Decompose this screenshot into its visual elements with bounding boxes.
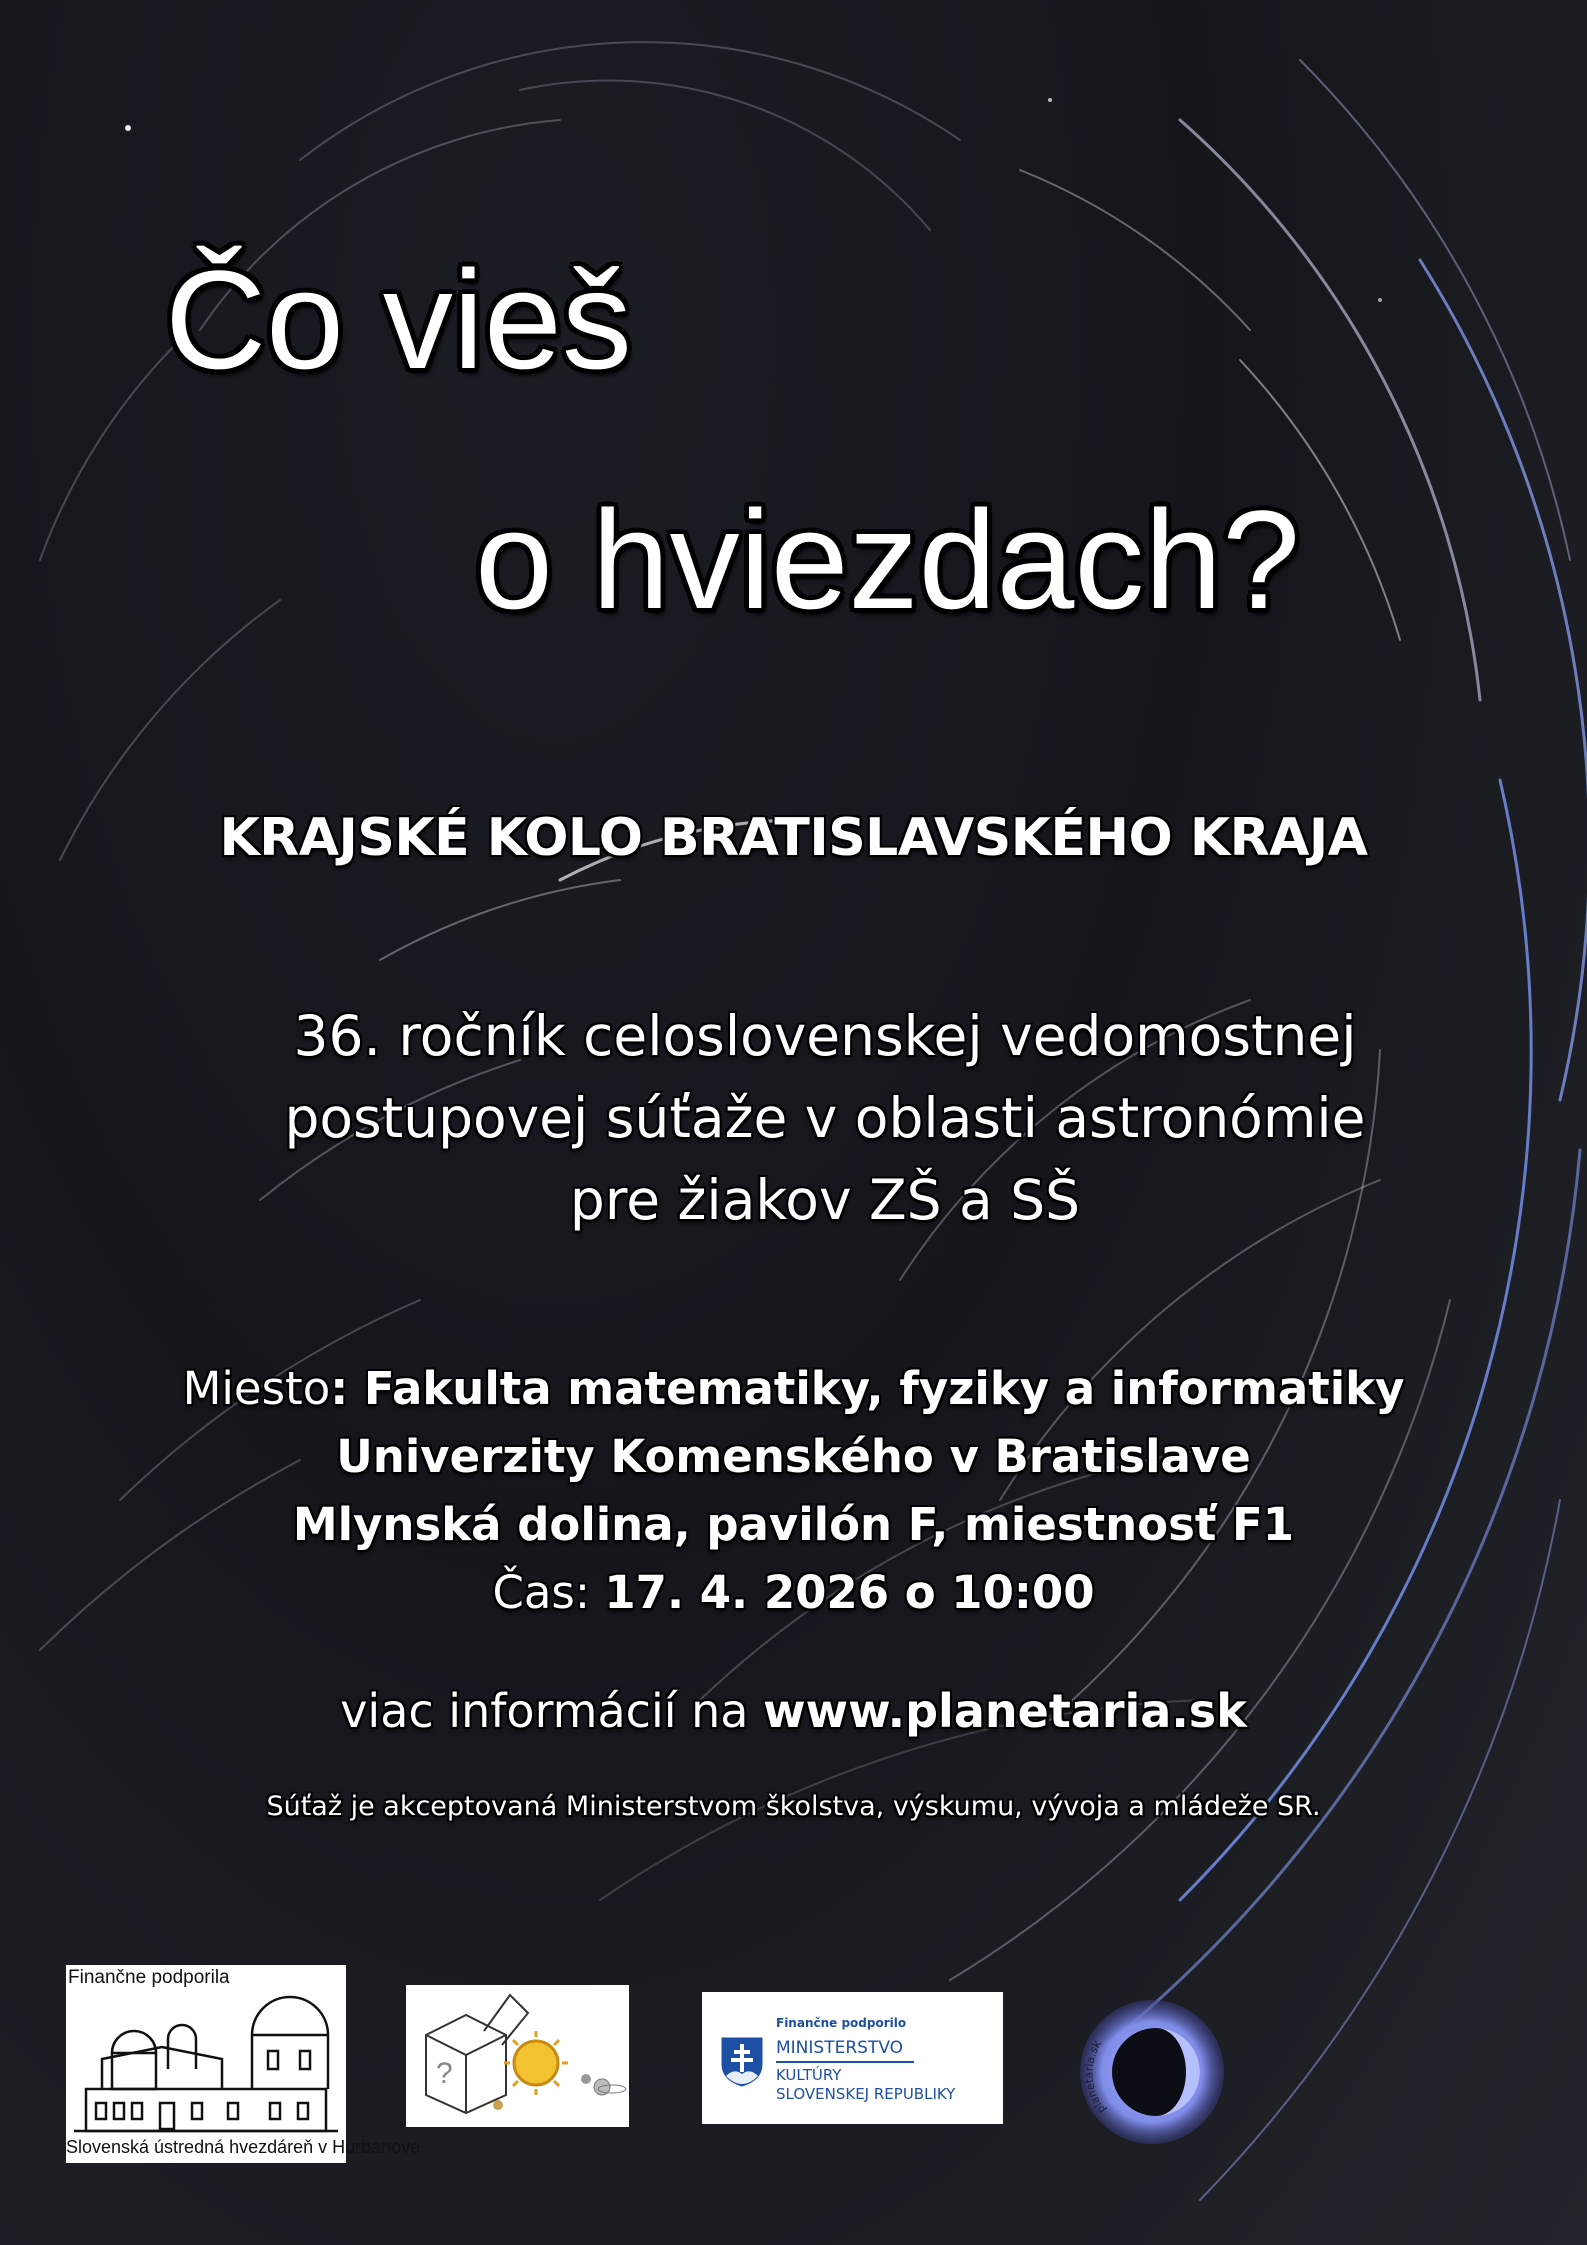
accreditation-note: Súťaž je akceptovaná Ministerstvom školstva, výskumu, vývoja a mládeže SR. <box>266 1791 1321 1822</box>
more-info-text: viac informácií na <box>340 1684 749 1738</box>
venue-university: Univerzity Komenského v Bratislave <box>336 1430 1251 1483</box>
description-line: postupovej súťaže v oblasti astronómie <box>284 1086 1366 1150</box>
poster-title-line1: Čo vieš <box>165 241 632 398</box>
planetaria-logo-text: planetaria.sk <box>1082 2038 1109 2117</box>
observatory-logo <box>66 1965 421 2163</box>
time-value: 17. 4. 2026 o 10:00 <box>604 1566 1095 1619</box>
ministry-name-line2: KULTÚRY <box>776 2066 842 2084</box>
subtitle: KRAJSKÉ KOLO BRATISLAVSKÉHO KRAJA <box>219 808 1368 868</box>
ministry-name-line1: MINISTERSTVO <box>776 2038 904 2058</box>
venue-line1 <box>0 1355 1587 1423</box>
ministry-name-line3: SLOVENSKEJ REPUBLIKY <box>776 2085 956 2103</box>
description-line: 36. ročník celoslovenskej vedomostnej <box>293 1004 1357 1068</box>
description <box>190 995 1460 1241</box>
poster-title-line2: o hviezdach? <box>475 481 1301 638</box>
observatory-caption-top: Finančne podporila <box>68 1967 230 1988</box>
venue-colon: : <box>330 1362 364 1415</box>
venue-faculty: Fakulta matematiky, fyziky a informatiky <box>363 1362 1405 1415</box>
slovak-coat-of-arms-icon <box>720 2036 764 2088</box>
description-line: pre žiakov ZŠ a SŠ <box>569 1168 1081 1232</box>
observatory-caption-bottom: Slovenská ústredná hvezdáreň v Hurbanove <box>66 2137 421 2157</box>
ministry-small-label: Finančne podporilo <box>776 2016 907 2030</box>
question-boxes-sun-icon <box>406 1985 629 2127</box>
ministry-divider <box>776 2061 914 2063</box>
time-line <box>0 1559 1587 1627</box>
more-info <box>0 1684 1587 1738</box>
venue-room: Mlynská dolina, pavilón F, miestnosť F1 <box>292 1498 1295 1551</box>
svg-text:?: ? <box>436 2057 453 2090</box>
planetaria-logo <box>1072 1992 1232 2152</box>
time-label: Čas: <box>492 1566 591 1619</box>
observatory-building-icon <box>72 1989 340 2135</box>
website-link[interactable]: www.planetaria.sk <box>763 1684 1247 1738</box>
venue-label: Miesto <box>182 1362 331 1415</box>
event-info <box>0 1355 1587 1627</box>
competition-illustration-logo <box>406 1985 629 2127</box>
ministry-of-culture-logo <box>702 1992 1003 2124</box>
